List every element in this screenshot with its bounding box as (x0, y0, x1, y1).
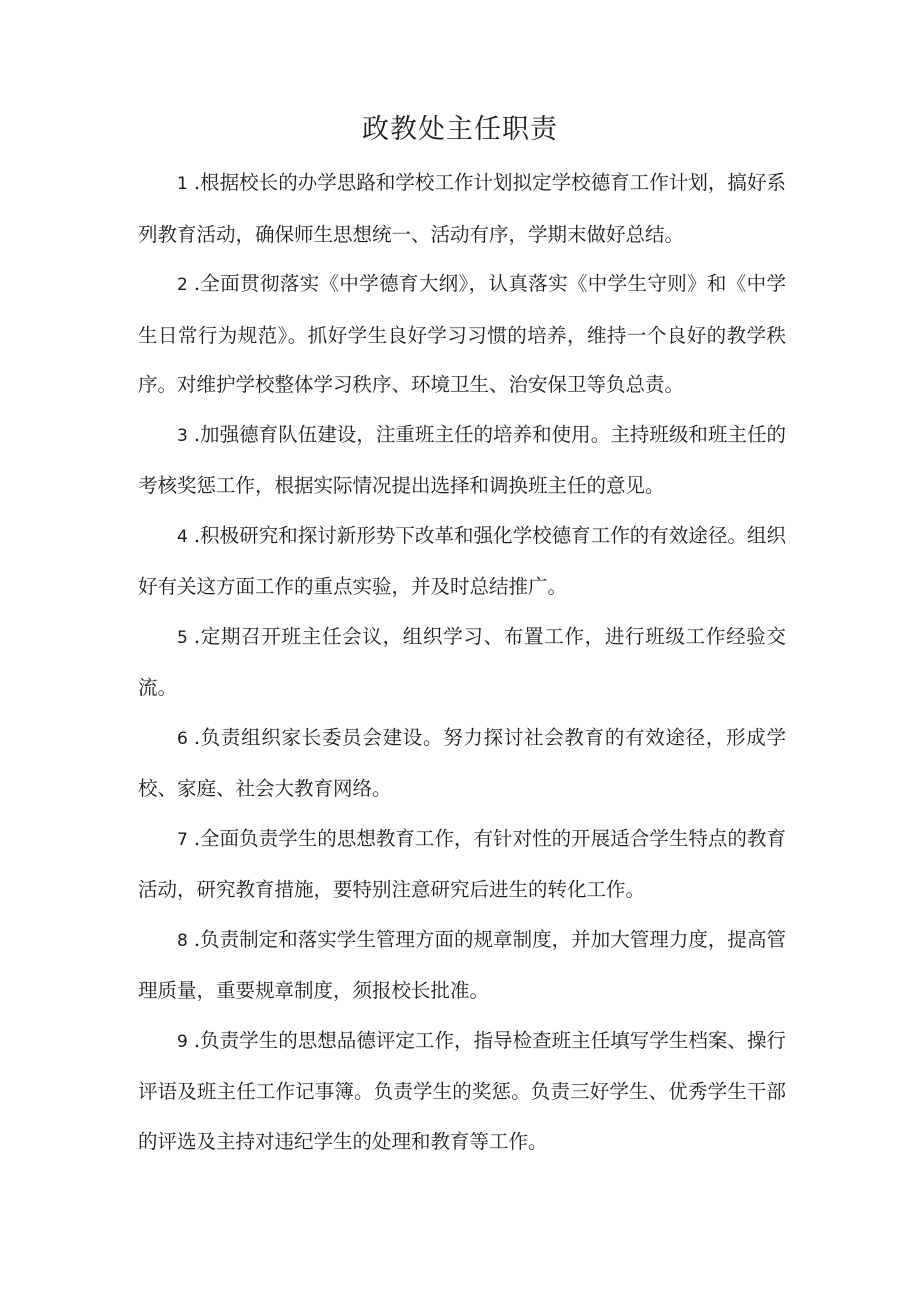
duty-item-number: 2 (177, 275, 188, 295)
duty-item-4 (138, 511, 786, 612)
duty-item-number: 7 (177, 829, 188, 850)
duty-item-text: .负责制定和落实学生管理方面的规章制度，并加大管理力度，提高管理质量，重要规章制度，须报校长批准。 (138, 927, 786, 1002)
duty-item-number: 3 (177, 425, 188, 446)
duty-item-text: .加强德育队伍建设，注重班主任的培养和使用。主持班级和班主任的考核奖惩工作，根据实际情况提出选择和调换班主任的意见。 (138, 422, 786, 497)
duty-item-number: 9 (177, 1031, 188, 1052)
duty-item-text: .积极研究和探讨新形势下改革和强化学校德育工作的有效途径。组织好有关这方面工作的重点实验，并及时总结推广。 (138, 523, 786, 598)
duty-item-text: .负责学生的思想品德评定工作，指导检查班主任填写学生档案、操行评语及班主任工作记事簿。负责学生的奖惩。负责三好学生、优秀学生干部的评选及主持对违纪学生的处理和教育等工作。 (138, 1028, 786, 1153)
duty-item-7 (138, 814, 786, 915)
duty-item-2 (138, 259, 786, 410)
duty-item-8 (138, 915, 786, 1016)
duty-item-6 (138, 713, 786, 814)
duty-item-text: .全面负责学生的思想教育工作，有针对性的开展适合学生特点的教育活动，研究教育措施，要特别注意研究后进生的转化工作。 (138, 826, 786, 901)
duty-item-text: .定期召开班主任会议，组织学习、布置工作，进行班级工作经验交流。 (138, 624, 786, 699)
duty-item-text: .根据校长的办学思路和学校工作计划拟定学校德育工作计划，搞好系列教育活动，确保师生思想统一、活动有序，学期末做好总结。 (138, 171, 786, 246)
duty-item-number: 1 (177, 174, 188, 194)
duty-item-number: 4 (177, 526, 188, 547)
duty-list (138, 158, 786, 1166)
duty-item-1 (138, 158, 786, 259)
duty-item-number: 5 (177, 627, 188, 648)
document-title: 政教处主任职责 (362, 114, 558, 145)
duty-item-3 (138, 410, 786, 511)
duty-item-text: .全面贯彻落实《中学德育大纲》，认真落实《中学生守则》和《中学生日常行为规范》。抓好学生良好学习习惯的培养，维持一个良好的教学秩序。对维护学校整体学习秩序、环境卫生、治安保卫等负总责。 (138, 272, 786, 396)
duty-item-5 (138, 612, 786, 713)
duty-item-9 (138, 1016, 786, 1167)
duty-item-number: 6 (177, 728, 188, 749)
duty-item-number: 8 (177, 930, 188, 951)
duty-item-text: .负责组织家长委员会建设。努力探讨社会教育的有效途径，形成学校、家庭、社会大教育网络。 (138, 725, 786, 800)
